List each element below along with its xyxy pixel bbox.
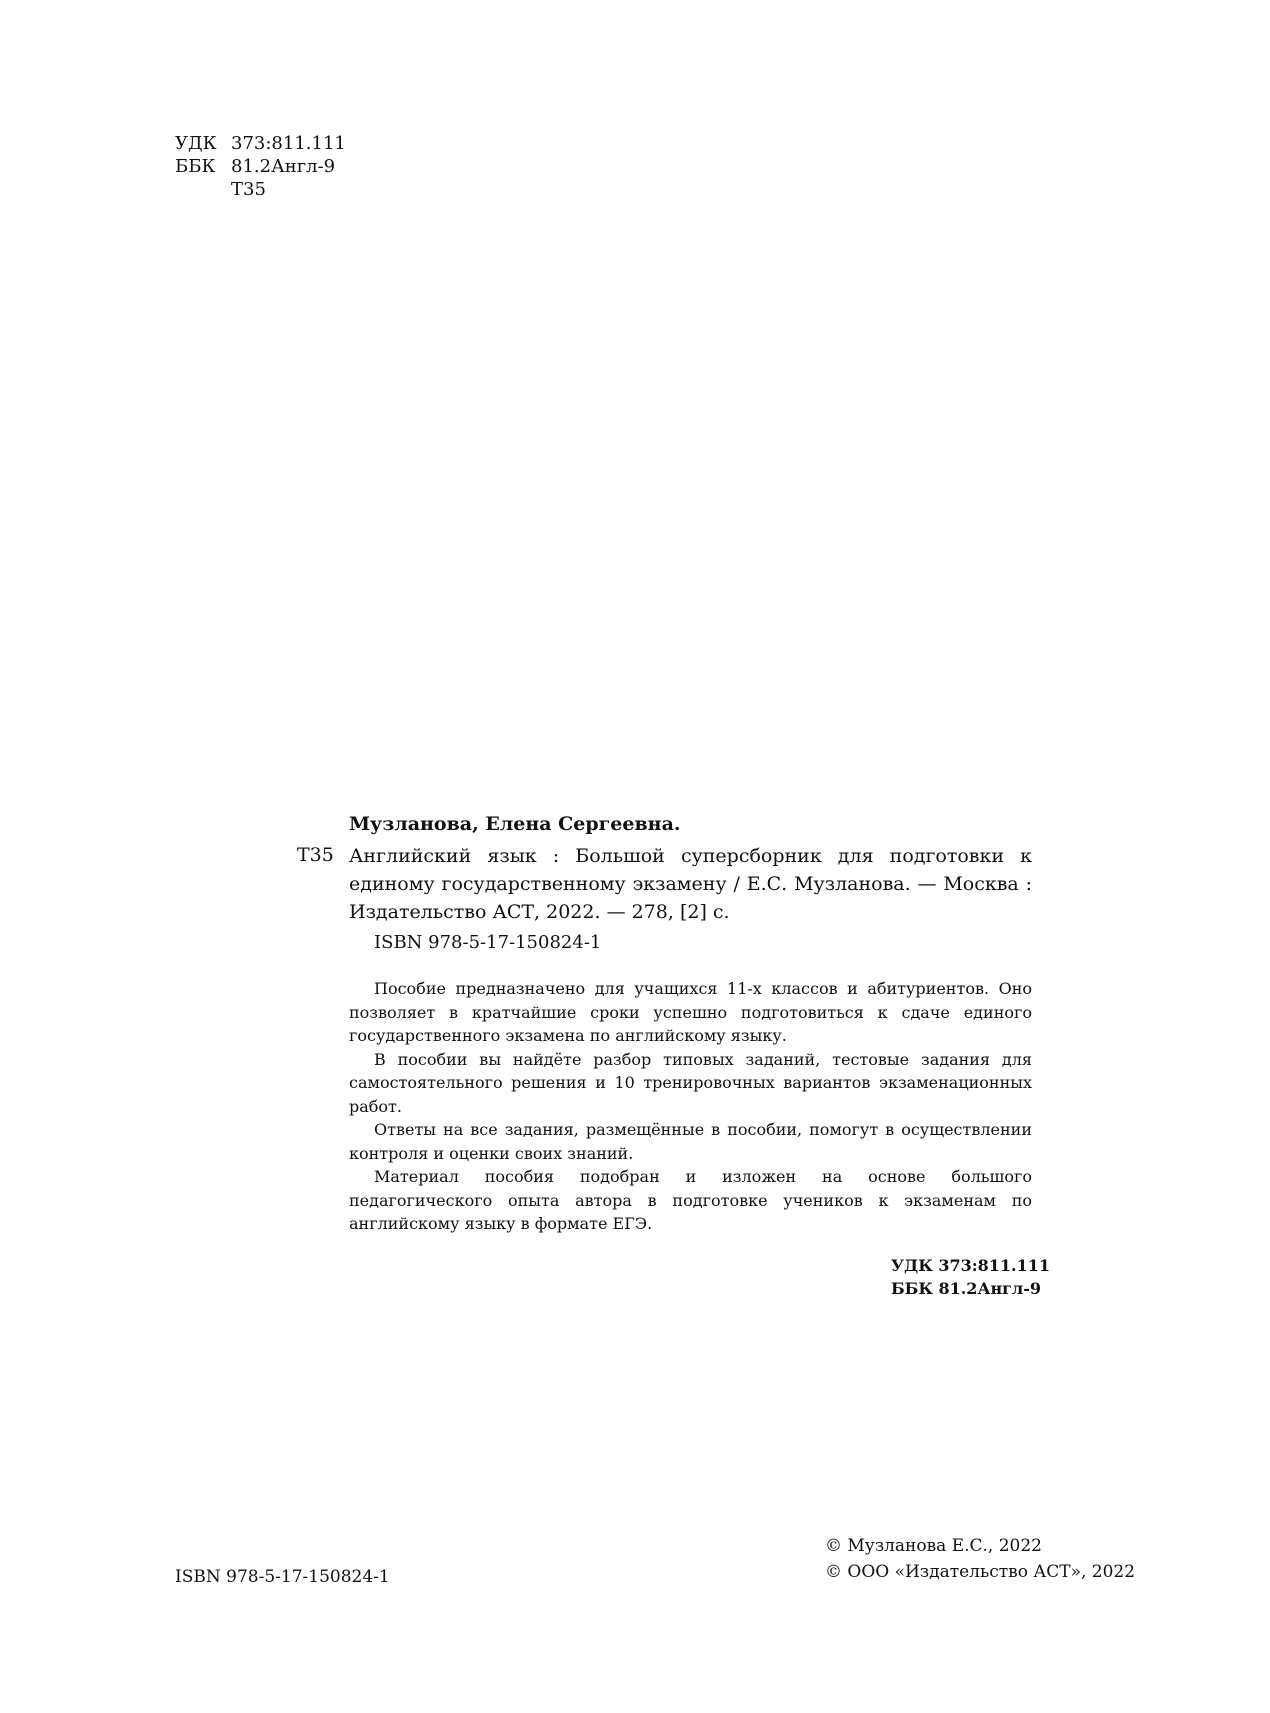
bbk-row xyxy=(175,155,346,178)
classification-codes-top xyxy=(175,132,346,201)
udk-row xyxy=(175,132,346,155)
isbn-footer: ISBN 978-5-17-150824-1 xyxy=(175,1567,390,1587)
author-mark-top: Т35 xyxy=(231,179,266,200)
annotation-paragraph: Материал пособия подобран и изложен на основе большого педагогического опыта автора в подготовке учеников к экзаменам по английскому языку в формате ЕГЭ. xyxy=(349,1167,1032,1233)
bbk-label: ББК xyxy=(175,156,216,177)
annotation xyxy=(349,977,1032,1236)
udk-value: 373:811.111 xyxy=(231,133,346,154)
bibliographic-description: Английский язык : Большой суперсборник для подготовки к единому государственному экзамену / Е.С. Музланова. — Москва : Издательство АСТ, 2022. — 278, [2] с. xyxy=(349,845,1032,923)
classification-codes-bottom xyxy=(891,1254,1050,1300)
copyright-publisher: © ООО «Издательство АСТ», 2022 xyxy=(825,1562,1136,1582)
annotation-paragraph: Пособие предназначено для учащихся 11-х классов и абитуриентов. Оно позволяет в кратчайшие сроки успешно подготовиться к сдаче единого государственного экзамена по английскому языку. xyxy=(349,979,1032,1045)
udk-code: УДК 373:811.111 xyxy=(891,1256,1051,1275)
copyright-author: © Музланова Е.С., 2022 xyxy=(825,1536,1042,1556)
isbn-record: ISBN 978-5-17-150824-1 xyxy=(374,932,602,953)
annotation-paragraph: В пособии вы найдёте разбор типовых заданий, тестовые задания для самостоятельного решения и 10 тренировочных вариантов экзаменационных работ. xyxy=(349,1049,1032,1116)
author-heading: Музланова, Елена Сергеевна. xyxy=(349,813,681,835)
annotation-paragraph: Ответы на все задания, размещённые в пособии, помогут в осуществлении контроля и оценки своих знаний. xyxy=(349,1120,1032,1163)
author-mark: Т35 xyxy=(297,844,334,866)
copyright-block xyxy=(825,1533,1135,1585)
udk-label: УДК xyxy=(175,133,217,154)
bbk-code: ББК 81.2Англ-9 xyxy=(891,1279,1042,1298)
bbk-value: 81.2Англ-9 xyxy=(231,156,336,177)
